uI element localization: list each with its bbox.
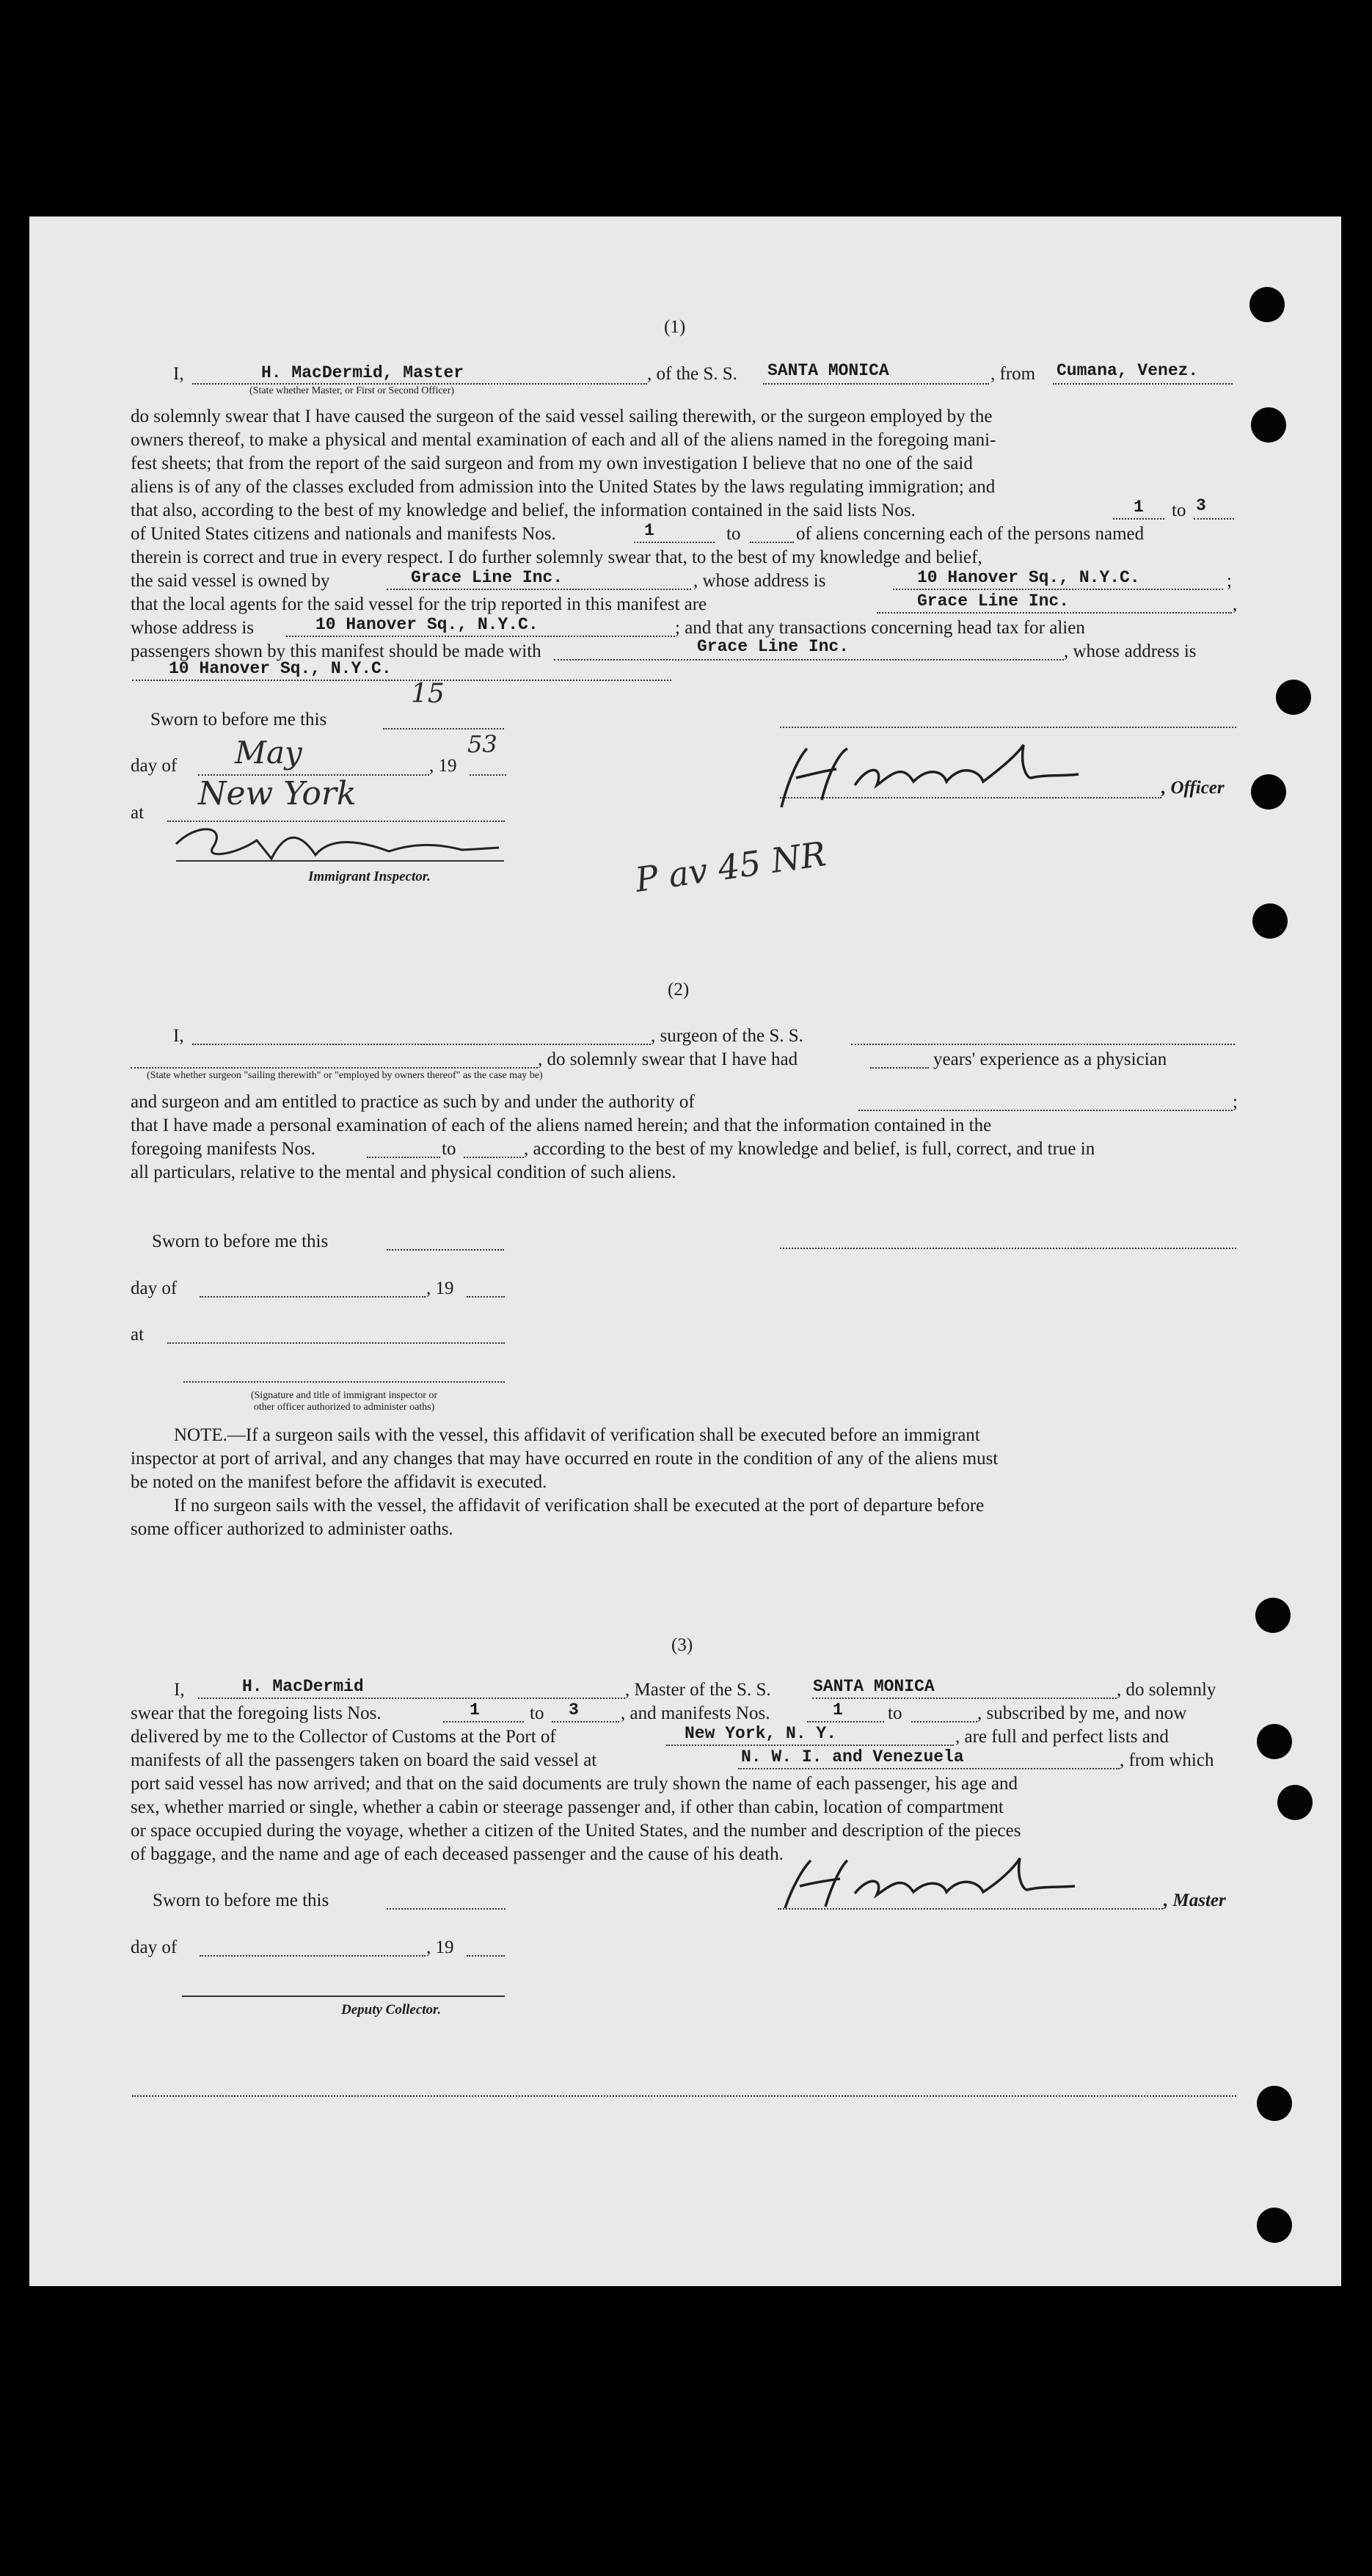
head-tax-party: Grace Line Inc. — [697, 637, 850, 656]
whose-address-label: , whose address is — [693, 571, 826, 591]
margin-note: P av 45 NR — [632, 834, 829, 900]
manifests-from: 1 — [644, 521, 654, 540]
oath-line-5: that also, according to the best of my knowledge and belief, the information contained in the said lists Nos. — [131, 501, 916, 520]
binder-hole — [1277, 1785, 1313, 1820]
of-ss-label: , of the S. S. — [647, 364, 737, 384]
s3-day-line — [200, 1955, 426, 1957]
lists-to: 3 — [1196, 496, 1206, 515]
s3-master-label: , Master — [1164, 1891, 1226, 1910]
oath-line-2: owners thereof, to make a physical and mental examination of each and all of the aliens named in the foregoing mani- — [131, 430, 996, 450]
officer-line-top — [780, 727, 1236, 728]
lists-from-line — [1113, 518, 1164, 520]
s3-i: I, — [174, 1680, 185, 1700]
s2-line-3: that I have made a personal examination of each of the aliens named herein; and that the information contained in the — [131, 1116, 992, 1135]
s2-year-prefix: , 19 — [426, 1278, 454, 1298]
agent-line — [877, 612, 1232, 614]
binder-hole — [1249, 287, 1285, 322]
manifests-tail: of aliens concerning each of the persons named — [796, 524, 1145, 544]
s2-sworn-line — [387, 1249, 504, 1251]
lists-to-line — [1194, 518, 1234, 520]
owner: Grace Line Inc. — [411, 568, 563, 587]
year-line — [470, 774, 506, 776]
note-line-2: inspector at port of arrival, and any changes that may have occurred en route in the condition of any of the aliens must — [131, 1449, 999, 1469]
s3-line-3b: , are full and perfect lists and — [955, 1727, 1169, 1747]
officer-label: , Officer — [1161, 778, 1225, 798]
s2-years-line — [870, 1067, 929, 1069]
s3-name-line — [198, 1698, 625, 1699]
handwritten-day: 15 — [411, 679, 445, 709]
s3-manifests-from-line — [807, 1721, 884, 1722]
s3-year-line — [467, 1955, 505, 1957]
s3-line-6: sex, whether married or single, whether a cabin or steerage passenger and, if other than cabin, location of compartment — [131, 1797, 1004, 1817]
manifests-from-line — [634, 542, 715, 543]
s3-lists-to-line — [552, 1721, 619, 1722]
year-prefix: , 19 — [429, 756, 457, 776]
binder-hole — [1257, 1724, 1292, 1759]
s3-line-4b: , from which — [1120, 1750, 1214, 1770]
s3-lists-from-line — [443, 1721, 524, 1722]
note-line-3: be noted on the manifest before the affidavit is executed. — [131, 1472, 547, 1492]
s2-official-line — [183, 1381, 505, 1383]
s2-line-4a: foregoing manifests Nos. — [131, 1139, 316, 1159]
s3-line-8: of baggage, and the name and age of each deceased passenger and the cause of his death. — [131, 1844, 784, 1864]
s2-surgeon-of: , surgeon of the S. S. — [651, 1026, 803, 1046]
owner-address-line — [893, 589, 1223, 590]
head-tax-party-line — [554, 659, 1064, 661]
agent-address: 10 Hanover Sq., N.Y.C. — [315, 615, 539, 634]
s3-vessel-line — [812, 1698, 1117, 1699]
vessel-line — [763, 383, 989, 385]
oath-line-1: do solemnly swear that I have caused the surgeon of the said vessel sailing therewith, or the surgeon employed by the — [131, 407, 993, 426]
binder-hole — [1276, 680, 1311, 715]
to-label: to — [726, 524, 741, 544]
s2-year-line — [467, 1296, 505, 1298]
agents-label: that the local agents for the said vessel for the trip reported in this manifest are — [131, 594, 707, 614]
s2-manifest-from-line — [367, 1157, 440, 1158]
at-label: at — [131, 803, 145, 823]
note-line-5: some officer authorized to administer oaths. — [131, 1519, 453, 1539]
s3-line-2a: swear that the foregoing lists Nos. — [131, 1703, 382, 1723]
s2-role-line — [131, 1067, 538, 1069]
master-name: H. MacDermid, Master — [261, 363, 464, 382]
s3-master-name: H. MacDermid — [242, 1677, 364, 1696]
s3-line-5: port said vessel has now arrived; and that on the said documents are truly shown the name of each passenger, his age and — [131, 1774, 1018, 1794]
s2-name-line — [192, 1044, 651, 1045]
handwritten-month: May — [235, 735, 302, 771]
s3-embark-line — [738, 1768, 1120, 1769]
s2-line-5: all particulars, relative to the mental and physical condition of such aliens. — [131, 1163, 676, 1182]
binder-hole — [1257, 2208, 1292, 2243]
whose-address-label-3: , whose address is — [1064, 641, 1197, 661]
head-tax-label: passengers shown by this manifest should be made with — [131, 641, 541, 661]
head-tax-text: ; and that any transactions concerning head tax for alien — [675, 618, 1085, 638]
day-of-label: day of — [131, 756, 178, 776]
master-name-line — [192, 383, 647, 385]
binder-hole — [1252, 903, 1288, 939]
s3-deputy-line — [182, 1995, 505, 1997]
binder-hole — [1257, 2086, 1292, 2121]
s2-years: years' experience as a physician — [933, 1049, 1167, 1069]
s2-manifest-to-line — [464, 1157, 524, 1158]
s2-line-4c: , according to the best of my knowledge and belief, is full, correct, and true in — [524, 1139, 1095, 1159]
s2-sworn: Sworn to before me this — [152, 1231, 329, 1251]
binder-hole — [1251, 774, 1286, 809]
s2-state-note: (State whether surgeon "sailing therewith" or "employed by owners thereof" as the case may be) — [147, 1070, 543, 1081]
s2-i: I, — [173, 1026, 184, 1046]
s3-line-4a: manifests of all the passengers taken on board the said vessel at — [131, 1750, 597, 1770]
s3-to: to — [530, 1703, 544, 1723]
head-tax-address-line — [132, 680, 671, 681]
s3-year-prefix: , 19 — [426, 1938, 454, 1957]
s3-to-2: to — [888, 1703, 902, 1723]
master-signature — [774, 1849, 1082, 1915]
s2-line-2: and surgeon and am entitled to practice as such by and under the authority of — [131, 1092, 695, 1112]
s2-authority-line — [858, 1110, 1233, 1111]
s3-deputy-label: Deputy Collector. — [341, 2002, 442, 2017]
section-3-number: (3) — [671, 1635, 693, 1655]
sworn-label: Sworn to before me this — [150, 710, 327, 729]
binder-hole — [1251, 407, 1286, 443]
s2-sig-note-1: (Signature and title of immigrant inspector or — [250, 1390, 438, 1401]
note-line-1: NOTE.—If a surgeon sails with the vessel, this affidavit of verification shall be executed before an immigrant — [174, 1425, 980, 1445]
s3-port: New York, N. Y. — [685, 1724, 837, 1743]
s3-master-of: , Master of the S. S. — [625, 1680, 771, 1700]
section-2-number: (2) — [668, 980, 690, 1000]
from-label: , from — [990, 364, 1036, 384]
binder-hole — [1255, 1598, 1291, 1633]
s3-embark: N. W. I. and Venezuela — [741, 1747, 964, 1767]
from-port-line — [1053, 383, 1233, 385]
s3-port-line — [666, 1744, 954, 1746]
s3-line-7: or space occupied during the voyage, whether a citizen of the United States, and the number and description of the pieces — [131, 1821, 1021, 1841]
s3-line-2c: , subscribed by me, and now — [977, 1703, 1187, 1723]
s3-lists-to: 3 — [569, 1700, 579, 1720]
s3-sworn: Sworn to before me this — [153, 1891, 329, 1910]
s2-vessel-line — [851, 1044, 1235, 1045]
officer-signature — [767, 734, 1090, 815]
owner-address: 10 Hanover Sq., N.Y.C. — [917, 568, 1140, 587]
s3-manifests-to-line — [911, 1721, 977, 1722]
s3-vessel: SANTA MONICA — [813, 1677, 935, 1696]
s3-sworn-line — [387, 1908, 506, 1910]
s2-swear: , do solemnly swear that I have had — [538, 1049, 798, 1069]
s2-day-line — [200, 1296, 426, 1298]
s3-line-3a: delivered by me to the Collector of Customs at the Port of — [131, 1727, 556, 1747]
oath-line-6: of United States citizens and nationals and manifests Nos. — [131, 524, 556, 544]
s2-line-4b: to — [442, 1139, 456, 1159]
oath-line-7: therein is correct and true in every respect. I do further solemnly swear that, to the best of my knowledge and belief, — [131, 547, 982, 567]
intro-prefix: I, — [173, 364, 184, 384]
note-line-4: If no surgeon sails with the vessel, the affidavit of verification shall be executed at the port of departure before — [174, 1496, 985, 1516]
s2-surgeon-signature-line — [780, 1248, 1236, 1249]
s3-day-of: day of — [131, 1938, 178, 1957]
bottom-rule — [132, 2095, 1236, 2097]
from-port: Cumana, Venez. — [1057, 361, 1199, 380]
s3-line-2b: , and manifests Nos. — [621, 1703, 770, 1723]
handwritten-place: New York — [198, 775, 357, 812]
agent-address-line — [286, 636, 675, 637]
oath-line-3: fest sheets; that from the report of the said surgeon and from my own investigation I believe that no one of the said — [131, 454, 973, 473]
s3-lists-from: 1 — [470, 1700, 480, 1720]
state-note: (State whether Master, or First or Second Officer) — [249, 385, 455, 396]
vessel-name: SANTA MONICA — [767, 361, 889, 380]
s2-day-of: day of — [131, 1278, 178, 1298]
agent: Grace Line Inc. — [917, 592, 1070, 611]
s2-sig-note-2: other officer authorized to administer oaths) — [253, 1402, 435, 1413]
section-1-number: (1) — [664, 317, 686, 337]
to-label: to — [1172, 501, 1186, 520]
whose-address-label-2: whose address is — [131, 618, 255, 638]
head-tax-address: 10 Hanover Sq., N.Y.C. — [169, 659, 392, 678]
owner-line — [387, 589, 691, 590]
s2-at: at — [131, 1325, 145, 1345]
owned-by-label: the said vessel is owned by — [131, 571, 330, 591]
manifests-to-line — [750, 542, 794, 543]
s3-manifests-from: 1 — [833, 1700, 843, 1720]
inspector-signature — [169, 815, 514, 873]
handwritten-year: 53 — [467, 730, 497, 758]
oath-line-4: aliens is of any of the classes excluded from admission into the United States by the laws regulating immigration; and — [131, 477, 996, 497]
lists-from: 1 — [1134, 498, 1144, 517]
inspector-label: Immigrant Inspector. — [308, 869, 431, 884]
sworn-day-line — [383, 728, 504, 729]
s3-solemnly: , do solemnly — [1117, 1680, 1216, 1700]
s2-at-line — [167, 1342, 505, 1344]
